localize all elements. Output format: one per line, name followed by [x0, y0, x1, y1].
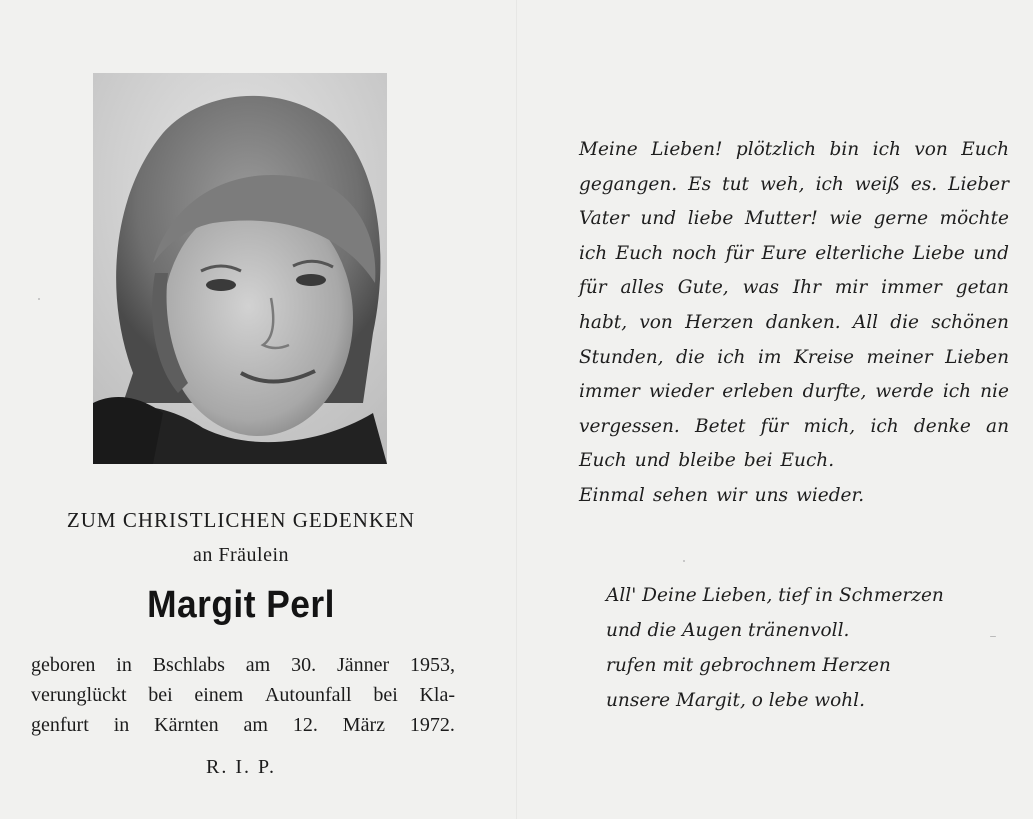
verse-line: habt, von Herzen danken. All die schönen — [579, 311, 1009, 333]
verse-line: ich Euch noch für Eure elterliche Liebe und — [579, 242, 1009, 264]
card-fold — [516, 0, 517, 819]
portrait-photo — [93, 73, 387, 464]
biography — [31, 650, 455, 740]
verse-line: Meine Lieben! plötzlich bin ich von Euch — [579, 139, 1009, 160]
memorial-poem — [606, 578, 1006, 718]
bio-line: genfurt in Kärnten am 12. März 1972. — [31, 714, 455, 736]
paper-speck — [683, 560, 685, 562]
poem-line: unsere Margit, o lebe wohl. — [606, 690, 865, 711]
deceased-name: Margit Perl — [147, 584, 335, 626]
verse-line: Einmal sehen wir uns wieder. — [579, 484, 865, 506]
bio-line: verunglückt bei einem Autounfall bei Kla- — [31, 684, 455, 706]
poem-line: rufen mit gebrochnem Herzen — [606, 655, 891, 676]
farewell-verse — [579, 133, 1009, 514]
bio-line: geboren in Bschlabs am 30. Jänner 1953, — [31, 654, 455, 676]
memorial-subheading: an Fräulein — [192, 544, 290, 566]
paper-speck — [990, 636, 996, 637]
paper-speck — [38, 298, 40, 300]
memorial-heading: ZUM CHRISTLICHEN GEDENKEN — [66, 508, 416, 532]
verse-line: Vater und liebe Mutter! wie gerne möchte — [579, 208, 1009, 230]
verse-line: vergessen. Betet für mich, ich denke an — [579, 415, 1009, 437]
verse-line: gegangen. Es tut weh, ich weiß es. Lieber — [579, 173, 1009, 195]
verse-line: für alles Gute, was Ihr mir immer getan — [579, 277, 1009, 299]
poem-line: und die Augen tränenvoll. — [606, 620, 850, 641]
poem-line: All' Deine Lieben, tief in Schmerzen — [606, 585, 944, 606]
verse-line: immer wieder erleben durfte, werde ich nie — [579, 381, 1009, 403]
portrait-image — [93, 73, 387, 464]
rip-text: R. I. P. — [206, 756, 276, 778]
verse-line: Euch und bleibe bei Euch. — [579, 450, 835, 472]
verse-line: Stunden, die ich im Kreise meiner Lieben — [579, 346, 1009, 368]
